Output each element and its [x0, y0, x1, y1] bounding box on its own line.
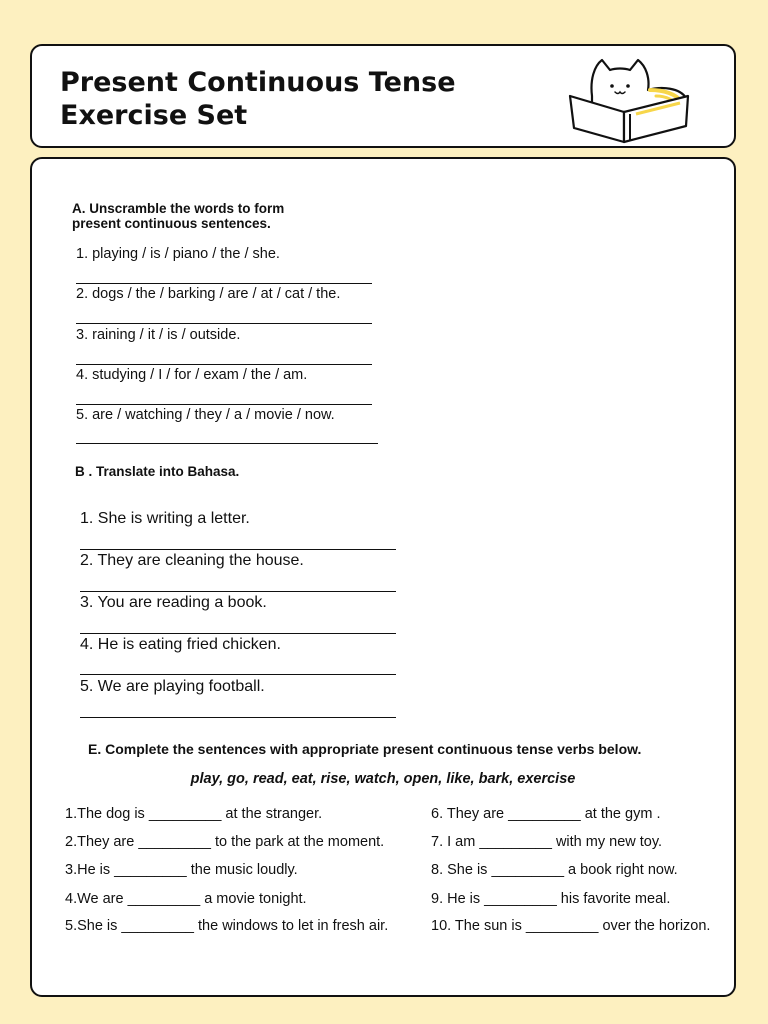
word-bank: play, go, read, eat, rise, watch, open, like, bark, exercise [190, 771, 576, 787]
section-a-title-line-1: A. Unscramble the words to form [72, 201, 285, 216]
section-b-item-5: 5. We are playing football. [80, 678, 265, 695]
title-line-1: Present Continuous Tense [60, 67, 456, 98]
worksheet-card [30, 157, 736, 997]
section-e-item-5: 5.She is _________ the windows to let in fresh air. [65, 918, 389, 934]
answer-line-b-2[interactable] [80, 591, 396, 592]
section-a-title-line-2: present continuous sentences. [72, 216, 271, 231]
section-b-item-1: 1. She is writing a letter. [80, 510, 250, 527]
section-e-item-6: 6. They are _________ at the gym . [431, 806, 661, 822]
section-a-item-2: 2. dogs / the / barking / are / at / cat / the. [76, 286, 341, 302]
answer-line-a-5[interactable] [76, 443, 378, 444]
section-e-item-10: 10. The sun is _________ over the horizon. [431, 918, 711, 934]
answer-line-b-1[interactable] [80, 549, 396, 550]
header-card [30, 44, 736, 148]
section-a-title [72, 201, 284, 231]
answer-line-a-1[interactable] [76, 283, 372, 284]
section-a-item-3: 3. raining / it / is / outside. [76, 327, 241, 343]
cat-reading-book-icon [566, 56, 692, 146]
section-e-item-3: 3.He is _________ the music loudly. [65, 862, 298, 878]
answer-line-b-5[interactable] [80, 717, 396, 718]
section-a-item-5: 5. are / watching / they / a / movie / now. [76, 407, 335, 423]
section-e-item-7: 7. I am _________ with my new toy. [431, 834, 663, 850]
section-e-item-4: 4.We are _________ a movie tonight. [65, 891, 307, 907]
title-line-2: Exercise Set [60, 100, 248, 131]
answer-line-a-3[interactable] [76, 364, 372, 365]
section-b-title: B . Translate into Bahasa. [75, 464, 240, 479]
section-e-item-8: 8. She is _________ a book right now. [431, 862, 678, 878]
answer-line-a-2[interactable] [76, 323, 372, 324]
section-e-title: E. Complete the sentences with appropriate present continuous tense verbs below. [88, 741, 642, 757]
section-a-item-1: 1. playing / is / piano / the / she. [76, 246, 280, 262]
section-b-item-3: 3. You are reading a book. [80, 594, 267, 611]
answer-line-a-4[interactable] [76, 404, 372, 405]
page-title [60, 66, 456, 132]
section-e-item-1: 1.The dog is _________ at the stranger. [65, 806, 323, 822]
section-b-item-2: 2. They are cleaning the house. [80, 552, 304, 569]
answer-line-b-3[interactable] [80, 633, 396, 634]
answer-line-b-4[interactable] [80, 674, 396, 675]
section-a-item-4: 4. studying / I / for / exam / the / am. [76, 367, 308, 383]
section-b-item-4: 4. He is eating fried chicken. [80, 636, 281, 653]
section-e-item-2: 2.They are _________ to the park at the moment. [65, 834, 385, 850]
section-e-item-9: 9. He is _________ his favorite meal. [431, 891, 671, 907]
